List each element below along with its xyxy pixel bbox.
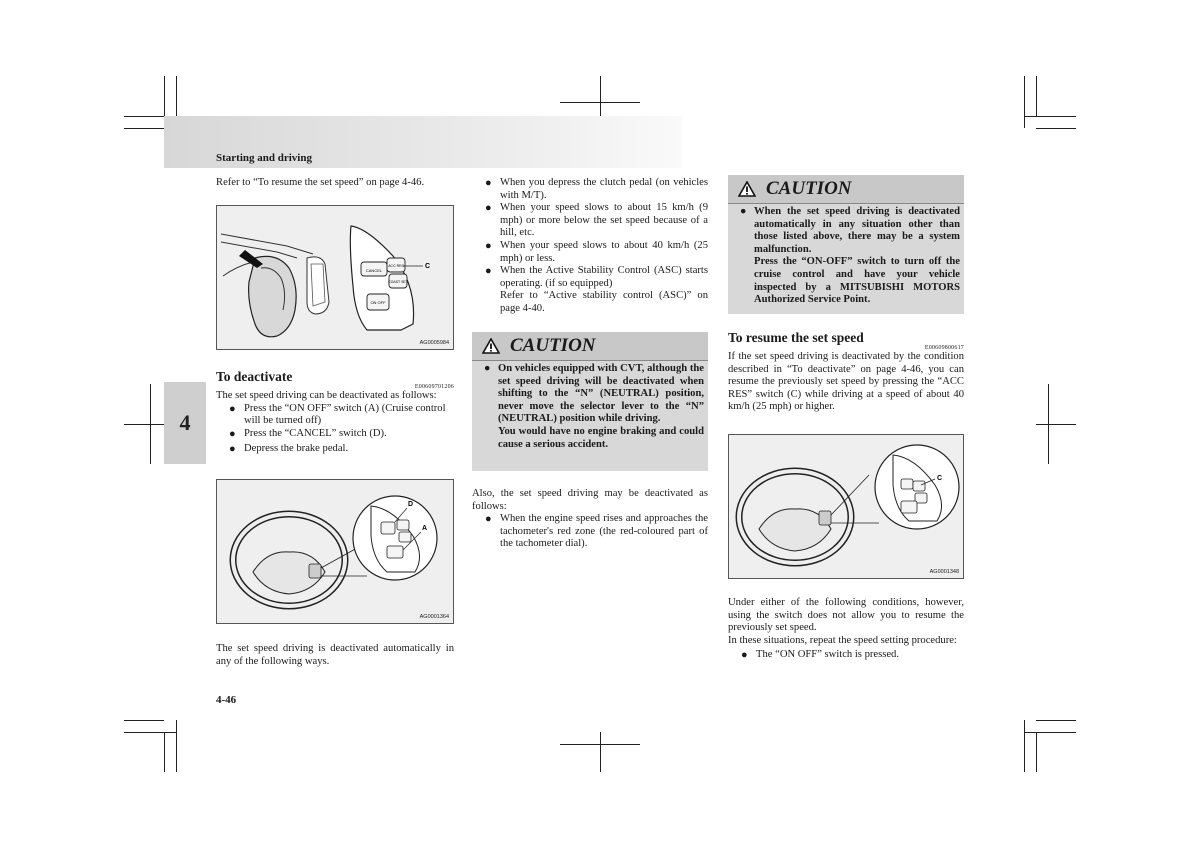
steering-wheel-illustration [217, 480, 453, 623]
caution-title: CAUTION [766, 178, 852, 199]
caution-title: CAUTION [510, 335, 596, 356]
also-block [472, 488, 708, 551]
bullet-icon: ● [485, 202, 492, 215]
crop-mark [1024, 732, 1076, 733]
crop-mark [1036, 720, 1076, 721]
list-item: ● Depress the brake pedal. [229, 443, 349, 456]
steering-wheel-illustration [729, 435, 963, 578]
warning-triangle-icon [738, 181, 756, 197]
figure-code: AG0001364 [419, 614, 449, 620]
deactivate-list [216, 403, 454, 456]
bullet-icon: ● [229, 443, 236, 456]
crop-mark [560, 102, 640, 103]
caution-header [728, 175, 964, 204]
page-number: 4-46 [216, 694, 237, 706]
caution-box-cvt [472, 332, 708, 471]
crop-mark [164, 732, 165, 772]
crop-mark [1036, 128, 1076, 129]
crop-mark [1024, 116, 1076, 117]
deactivate-heading: To deactivate [216, 369, 293, 384]
also-text: Also, the set speed driving may be deactivated as follows: [472, 488, 708, 512]
bullet-icon: ● [485, 513, 492, 526]
crop-mark [1036, 76, 1037, 116]
also-list [472, 513, 708, 551]
figure-code: AG0005984 [419, 340, 449, 346]
warning-triangle-icon [482, 338, 500, 354]
deactivate-section [216, 369, 454, 456]
figure-code: AG0001348 [929, 569, 959, 575]
list-item: ● When the Active Stability Control (ASC) starts operating. (if so equipped) Refer to “Active stability control (ASC)” on page 4-40. [485, 265, 708, 314]
under-text: Under either of the following conditions, however, using the switch does not allow you to resume the previously set speed. In these situations, repeat the speed setting procedure: [728, 597, 964, 646]
crop-mark [124, 720, 164, 721]
figure-steering-wheel-cancel [216, 479, 454, 624]
crop-mark [124, 424, 164, 425]
callout-c: C [937, 475, 943, 482]
bullet-icon: ● [485, 177, 492, 189]
bullet-icon: ● [740, 206, 747, 217]
callout-c: C [425, 263, 431, 270]
bullet-icon: ● [484, 363, 491, 374]
crop-mark [600, 732, 601, 772]
bullet-icon: ● [485, 239, 492, 252]
crop-mark [176, 720, 177, 772]
caution-list [472, 363, 704, 451]
left-intro [216, 177, 454, 190]
caution-list [728, 206, 960, 307]
list-item: ● The “ON OFF” switch is pressed. [741, 649, 899, 662]
bullet-icon: ● [229, 427, 236, 440]
acc-res-button-label: ACC RES [388, 264, 404, 268]
callout-a: A [422, 525, 428, 532]
list-item: ● When the engine speed rises and approaches the tachometer's red zone (the red-coloured part of the tachometer dial). [485, 513, 708, 550]
resume-code: E00609800617 [924, 345, 964, 351]
list-item: ● Press the “CANCEL” switch (D). [229, 427, 387, 440]
figure-steering-wheel-resume [728, 434, 964, 579]
coast-set-button-label: COAST SET [388, 280, 408, 284]
crop-mark [1036, 424, 1076, 425]
bullet-icon: ● [485, 265, 492, 278]
callout-d: D [408, 501, 414, 508]
chapter-tab: 4 [164, 382, 206, 464]
on-off-button-label: ON OFF [370, 300, 386, 305]
crop-mark [1036, 732, 1037, 772]
caution-header [472, 332, 708, 361]
list-item: ● Press the “ON OFF” switch (A) (Cruise control will be turned off) [229, 402, 446, 427]
crop-mark [124, 128, 164, 129]
resume-section [728, 330, 964, 414]
middle-list-block [472, 177, 708, 316]
list-item: ● When your speed slows to about 40 km/h (25 mph) or less. [485, 239, 708, 264]
deactivate-lead: The set speed driving can be deactivated as follows: [216, 390, 437, 401]
section-title: Starting and driving [216, 152, 312, 164]
steering-switch-illustration [217, 206, 453, 349]
crop-mark [1024, 76, 1025, 128]
caution-item: ● When the set speed driving is deactivated automatically in any situation other than those listed above, there may be a system malfunction. Press the “ON-OFF” switch to turn off the cruise control and have your vehicle inspected by a MITSUBISHI MOTORS Authorized Service Point. [740, 206, 960, 306]
intro-text: Refer to “To resume the set speed” on page 4-46. [216, 177, 425, 188]
auto-deactivate-text: The set speed driving is deactivated automatically in any of the following ways. [216, 643, 454, 667]
crop-mark [560, 744, 640, 745]
list-item: ● When you depress the clutch pedal (on vehicles with M/T). [485, 177, 708, 201]
list-item: ● When your speed slows to about 15 km/h (9 mph) or more below the set speed because of a hill, etc. [485, 202, 708, 239]
crop-mark [1024, 720, 1025, 772]
figure-cruise-switch-lever [216, 205, 454, 350]
bullet-icon: ● [229, 402, 236, 415]
resume-heading: To resume the set speed [728, 330, 864, 345]
crop-mark [164, 76, 165, 116]
cancel-button-label: CANCEL [365, 268, 383, 273]
crop-mark [124, 732, 176, 733]
deactivate-code: E00609701206 [414, 384, 454, 390]
bullet-icon: ● [741, 649, 748, 662]
resume-text: If the set speed driving is deactivated by the condition described in “To deactivate” on page 4-46, you can resume the previously set speed by pressing the “ACC RES” switch (C) while driving at a speed of about 40 km/h (25 mph) or higher. [728, 351, 964, 413]
auto-deactivate-list [472, 177, 708, 316]
caution-box-malfunction [728, 175, 964, 314]
caution-item: ● On vehicles equipped with CVT, although the set speed driving will be deactivated when shifting to the “N” (NEUTRAL) position, never move the selector lever to the “N” (NEUTRAL) position while driving. You would have no engine braking and could cause a serious accident. [484, 363, 704, 450]
under-section [728, 597, 964, 662]
under-list [728, 649, 964, 662]
